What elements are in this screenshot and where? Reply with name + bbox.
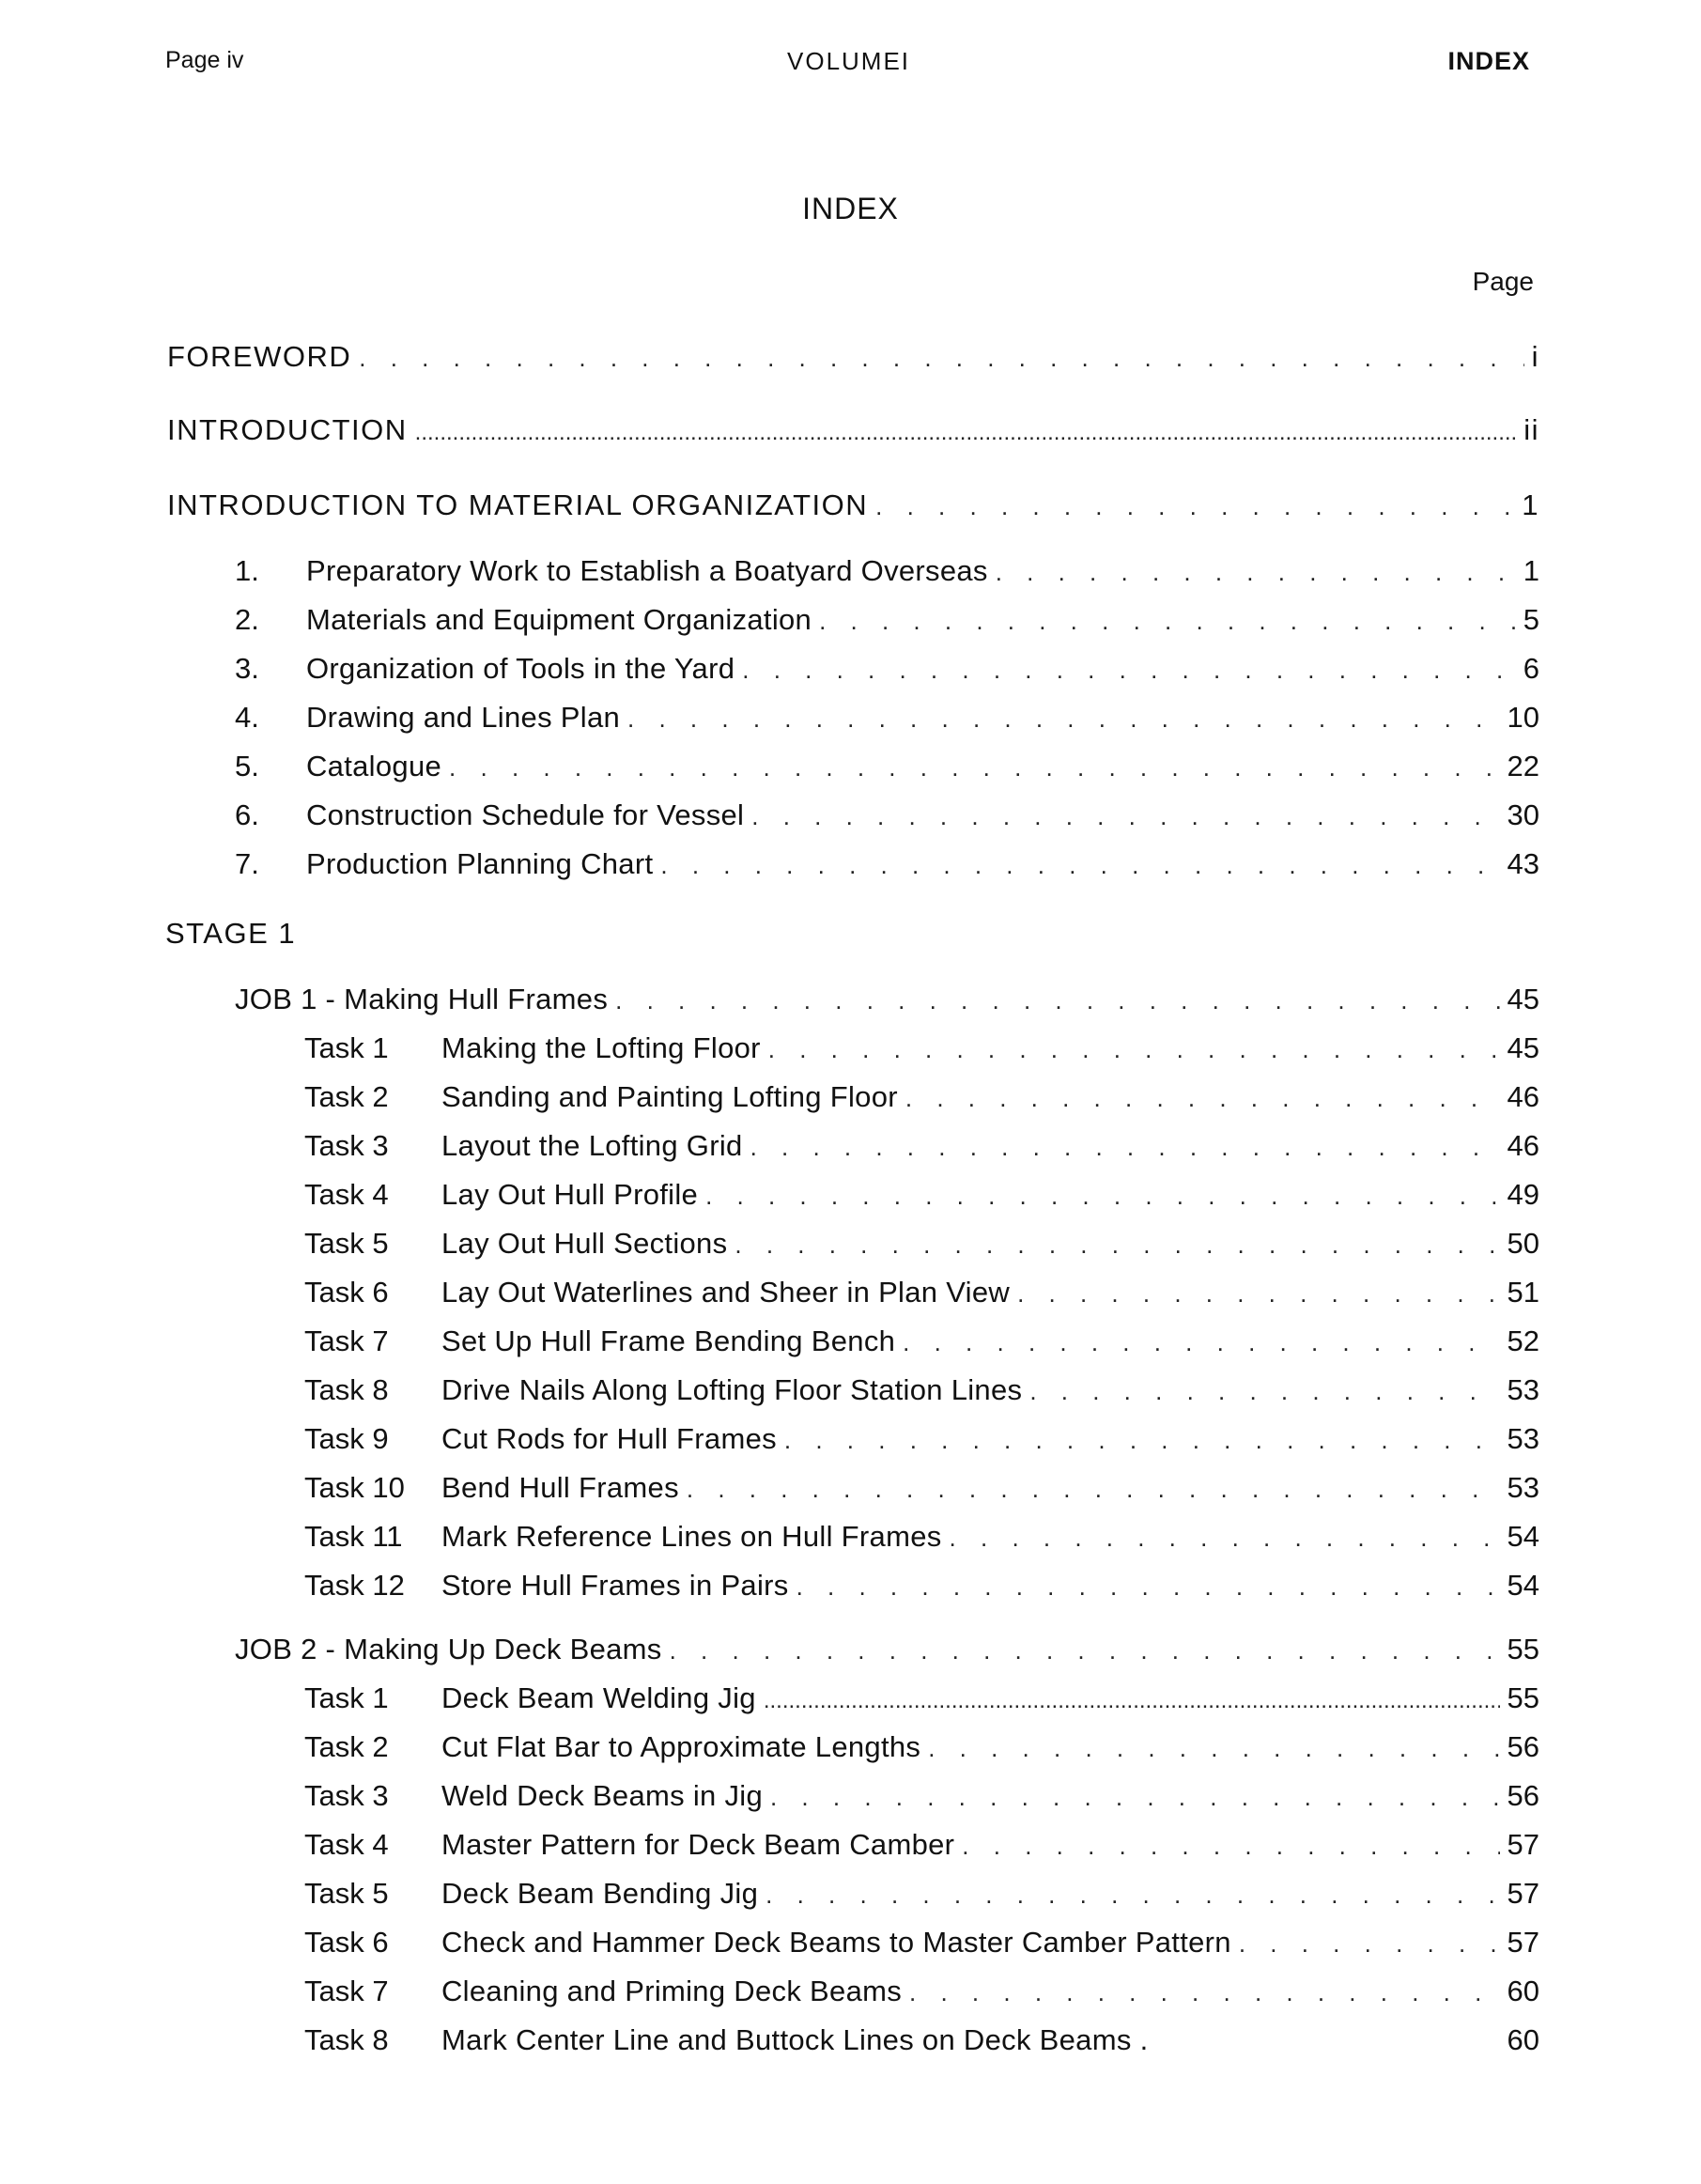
leader-dots [903, 1324, 1499, 1361]
toc-task-number: Task 7 [304, 1975, 389, 2007]
toc-task-label: Cleaning and Priming Deck Beams [441, 1975, 903, 2007]
leader-dots [627, 700, 1499, 737]
leader-dots [751, 798, 1499, 835]
toc-entry-label: INTRODUCTION [167, 413, 408, 446]
toc-item[interactable] [235, 552, 1539, 590]
toc-task-page: 50 [1507, 1227, 1539, 1260]
toc-task-label: Lay Out Hull Profile [441, 1178, 699, 1211]
toc-entry-introduction[interactable] [167, 411, 1539, 449]
toc-task-page: 56 [1507, 1730, 1539, 1763]
header-section: INDEX [1447, 47, 1530, 75]
toc-item-number: 3. [235, 652, 259, 685]
toc-task-page: 46 [1507, 1080, 1539, 1113]
toc-item-page: 6 [1523, 652, 1539, 685]
toc-item-number: 4. [235, 701, 259, 734]
toc-task[interactable] [304, 1680, 1539, 1717]
toc-item-number: 2. [235, 603, 259, 636]
toc-task-label: Weld Deck Beams in Jig [441, 1779, 763, 1812]
toc-task-page: 57 [1507, 1828, 1539, 1861]
toc-task-label: Lay Out Waterlines and Sheer in Plan View [441, 1276, 1011, 1309]
toc-task-page: 53 [1507, 1422, 1539, 1455]
toc-task-page: 54 [1507, 1569, 1539, 1602]
toc-task-number: Task 3 [304, 1779, 389, 1812]
toc-task-number: Task 4 [304, 1178, 389, 1211]
leader-dots [905, 1079, 1500, 1117]
leader-dots [742, 651, 1516, 689]
toc-task-number: Task 5 [304, 1877, 389, 1910]
leader-dots [875, 488, 1514, 525]
header-page-number: Page iv [165, 47, 244, 73]
toc-task[interactable] [304, 1518, 1539, 1556]
toc-task[interactable] [304, 1323, 1539, 1360]
toc-task[interactable] [304, 1924, 1539, 1961]
toc-task-label: Deck Beam Bending Jig [441, 1877, 759, 1910]
toc-task[interactable] [304, 1973, 1539, 2010]
stage-heading: STAGE 1 [165, 917, 297, 950]
leader-dots [687, 1470, 1500, 1508]
toc-task-page: 53 [1507, 1373, 1539, 1406]
leader-dots [705, 1177, 1499, 1215]
toc-item-label: Production Planning Chart [306, 847, 654, 880]
toc-item-number: 7. [235, 847, 259, 880]
toc-task-page: 52 [1507, 1324, 1539, 1357]
toc-task-label: Lay Out Hull Sections [441, 1227, 728, 1260]
toc-task-label: Check and Hammer Deck Beams to Master Camber Pattern [441, 1926, 1231, 1959]
toc-task-label: Cut Rods for Hull Frames [441, 1422, 777, 1455]
toc-entry-page: i [1531, 340, 1539, 373]
toc-task-number: Task 5 [304, 1227, 389, 1260]
toc-entry-page: 1 [1522, 488, 1539, 521]
toc-task-page: 54 [1507, 1520, 1539, 1553]
toc-task-label: Mark Center Line and Buttock Lines on Deck Beams . [441, 2023, 1149, 2056]
toc-task[interactable] [304, 2021, 1539, 2059]
toc-task-label: Cut Flat Bar to Approximate Lengths [441, 1730, 921, 1763]
leader-dots [962, 1827, 1499, 1865]
leader-dots [1239, 1925, 1500, 1962]
leader-dots [819, 602, 1516, 640]
toc-task-page: 56 [1507, 1779, 1539, 1812]
leader-dots [765, 1876, 1499, 1913]
toc-task-number: Task 1 [304, 1681, 389, 1714]
leader-dots [449, 749, 1499, 786]
toc-item-label: Drawing and Lines Plan [306, 701, 621, 734]
toc-task-page: 57 [1507, 1926, 1539, 1959]
toc-task-number: Task 1 [304, 1031, 389, 1064]
toc-job[interactable] [235, 981, 1539, 1018]
toc-task[interactable] [304, 1777, 1539, 1815]
toc-item[interactable] [235, 699, 1539, 736]
toc-item[interactable] [235, 845, 1539, 883]
toc-item-number: 5. [235, 750, 259, 782]
toc-entry-foreword[interactable] [167, 338, 1539, 376]
toc-task-page: 60 [1507, 2023, 1539, 2056]
toc-task-page: 60 [1507, 1975, 1539, 2007]
toc-task[interactable] [304, 1728, 1539, 1766]
toc-task-label: Bend Hull Frames [441, 1471, 679, 1504]
toc-task-number: Task 6 [304, 1926, 389, 1959]
toc-task-page: 49 [1507, 1178, 1539, 1211]
toc-task-number: Task 2 [304, 1730, 389, 1763]
leader-dots [784, 1421, 1500, 1459]
toc-task-label: Store Hull Frames in Pairs [441, 1569, 789, 1602]
toc-job-label: JOB 2 - Making Up Deck Beams [235, 1633, 662, 1665]
toc-task-page: 45 [1507, 1031, 1539, 1064]
leader-dots [615, 982, 1499, 1019]
toc-item-page: 22 [1507, 750, 1539, 782]
leader-dots [1029, 1372, 1499, 1410]
toc-item-page: 30 [1507, 798, 1539, 831]
toc-task[interactable] [304, 1420, 1539, 1458]
toc-task-number: Task 2 [304, 1080, 389, 1113]
toc-task[interactable] [304, 1826, 1539, 1864]
header-volume: VOLUMEI [787, 47, 911, 75]
toc-task-number: Task 9 [304, 1422, 389, 1455]
toc-item-label: Materials and Equipment Organization [306, 603, 812, 636]
toc-task-number: Task 3 [304, 1129, 389, 1162]
toc-task-page: 53 [1507, 1471, 1539, 1504]
leader-dots [1017, 1275, 1499, 1312]
leader-dots [764, 1682, 1500, 1720]
toc-task[interactable] [304, 1030, 1539, 1067]
toc-task-label: Set Up Hull Frame Bending Bench [441, 1324, 896, 1357]
leader-dots [950, 1519, 1500, 1557]
toc-task[interactable] [304, 1469, 1539, 1507]
toc-task-label: Master Pattern for Deck Beam Camber [441, 1828, 955, 1861]
toc-task[interactable] [304, 1176, 1539, 1214]
toc-task-label: Layout the Lofting Grid [441, 1129, 743, 1162]
toc-entry-label: INTRODUCTION TO MATERIAL ORGANIZATION [167, 488, 869, 521]
toc-task-number: Task 8 [304, 1373, 389, 1406]
toc-task-label: Deck Beam Welding Jig [441, 1681, 756, 1714]
toc-item[interactable] [235, 748, 1539, 785]
leader-dots [770, 1778, 1500, 1816]
toc-job-page: 55 [1507, 1633, 1539, 1665]
leader-dots [735, 1226, 1499, 1263]
toc-task-number: Task 6 [304, 1276, 389, 1309]
leader-dots [415, 414, 1517, 452]
page-title: INDEX [802, 192, 899, 225]
page-column-label: Page [1472, 267, 1534, 296]
toc-task-page: 46 [1507, 1129, 1539, 1162]
toc-entry-label: FOREWORD [167, 340, 352, 373]
toc-task-number: Task 11 [304, 1520, 403, 1553]
toc-item-number: 6. [235, 798, 259, 831]
toc-item-page: 10 [1507, 701, 1539, 734]
toc-task-page: 55 [1507, 1681, 1539, 1714]
toc-task-label: Making the Lofting Floor [441, 1031, 761, 1064]
leader-dots [670, 1632, 1500, 1669]
toc-item-label: Catalogue [306, 750, 442, 782]
toc-task[interactable] [304, 1371, 1539, 1409]
toc-entry-page: ii [1523, 413, 1539, 446]
toc-task[interactable] [304, 1567, 1539, 1604]
toc-item-label: Preparatory Work to Establish a Boatyard Overseas [306, 554, 988, 587]
toc-task-number: Task 7 [304, 1324, 389, 1357]
leader-dots [660, 846, 1499, 884]
toc-task-page: 51 [1507, 1276, 1539, 1309]
toc-task-label: Mark Reference Lines on Hull Frames [441, 1520, 942, 1553]
leader-dots [928, 1729, 1499, 1767]
toc-task[interactable] [304, 1274, 1539, 1311]
leader-dots [796, 1568, 1500, 1605]
toc-item[interactable] [235, 650, 1539, 688]
toc-item-label: Organization of Tools in the Yard [306, 652, 735, 685]
leader-dots [750, 1128, 1500, 1166]
toc-item[interactable] [235, 601, 1539, 639]
toc-task[interactable] [304, 1225, 1539, 1262]
toc-task-number: Task 8 [304, 2023, 389, 2056]
toc-task-label: Sanding and Painting Lofting Floor [441, 1080, 898, 1113]
leader-dots [768, 1030, 1500, 1068]
leader-dots [909, 1974, 1499, 2011]
toc-job[interactable] [235, 1631, 1539, 1668]
toc-item-page: 1 [1523, 554, 1539, 587]
toc-job-label: JOB 1 - Making Hull Frames [235, 983, 609, 1015]
toc-job-page: 45 [1507, 983, 1539, 1015]
toc-task[interactable] [304, 1875, 1539, 1913]
toc-task-number: Task 10 [304, 1471, 405, 1504]
toc-task-number: Task 4 [304, 1828, 389, 1861]
toc-task[interactable] [304, 1078, 1539, 1116]
leader-dots [359, 339, 1523, 377]
toc-entry-material-organization[interactable] [167, 487, 1539, 524]
toc-task-number: Task 12 [304, 1569, 405, 1602]
toc-item-label: Construction Schedule for Vessel [306, 798, 745, 831]
toc-task-label: Drive Nails Along Lofting Floor Station Lines [441, 1373, 1023, 1406]
toc-task[interactable] [304, 1127, 1539, 1165]
toc-item[interactable] [235, 797, 1539, 834]
toc-task-page: 57 [1507, 1877, 1539, 1910]
leader-dots [996, 553, 1516, 591]
toc-item-page: 43 [1507, 847, 1539, 880]
toc-item-page: 5 [1523, 603, 1539, 636]
toc-item-number: 1. [235, 554, 259, 587]
